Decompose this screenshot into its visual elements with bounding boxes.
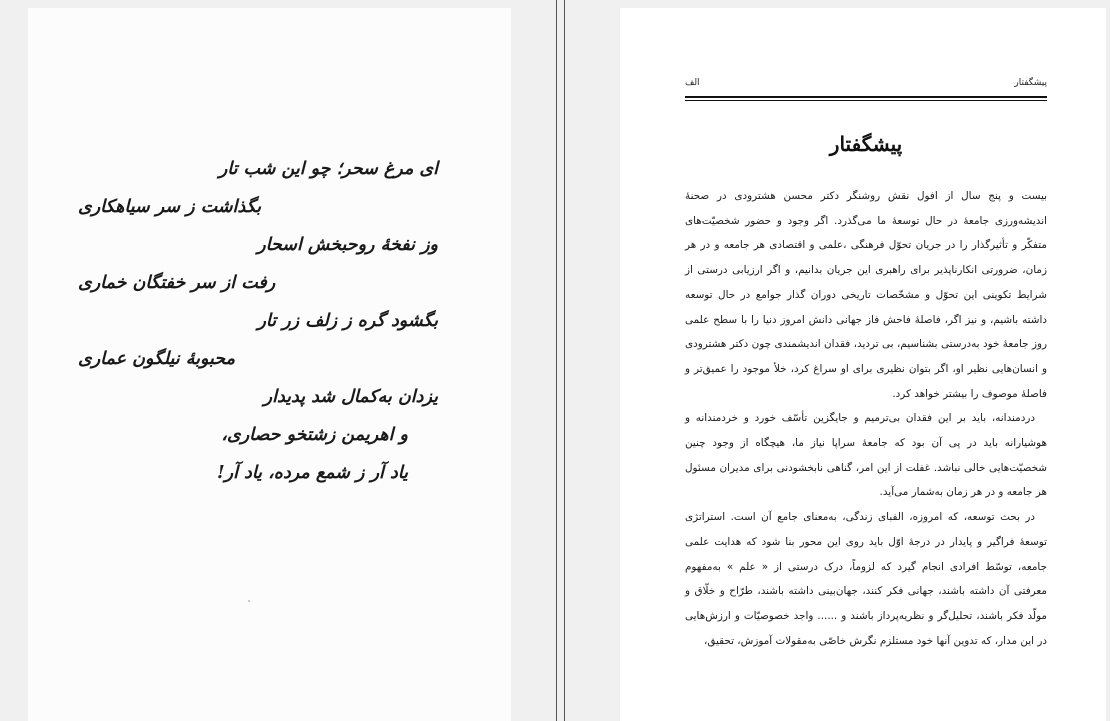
page-number: الف	[685, 78, 700, 88]
chapter-title: پیشگفتار	[829, 132, 903, 156]
paper-speck	[248, 600, 250, 602]
body-text	[685, 184, 1047, 653]
page-divider	[564, 0, 565, 721]
page-divider	[556, 0, 557, 721]
right-page	[620, 8, 1106, 721]
poem-line: یاد آر ز شمع مرده، یاد آر!	[216, 463, 408, 483]
header-rule	[685, 96, 1047, 98]
paragraph: بیست و پنج سال از افول نقش روشنگر دکتر محسن هشترودی در صحنهٔ اندیشه‌ورزی جامعهٔ در حال توسعهٔ ما می‌گذرد. اگر وجود و حضور شخصیّت‌های متفکّر و تأثیرگذار را در جریان تحوّل فرهنگی ،علمی و اقتصادی هر جامعه و در هر زمان، ضرورتی انکارناپذیر برای راهبری این جریان بدانیم، و اگر ارزیابی درستی از شرایط تکوینی این تحوّل و مشخّصات تاریخی دوران گذار جوامع در حال توسعه داشته باشیم، و نیز اگر، فاصلهٔ فاحش فاز جهانی دانش امروز دنیا را با سطح علمی روز جامعهٔ خود به‌درستی بشناسیم، بی تردید، فقدان اندیشمندی چون دکتر هشترودی و انسان‌هایی نظیر او، اگر بتوان نظیری برای او سراغ کرد، خلأ موجود را عمیق‌تر و فاصلهٔ موصوف را بیشتر خواهد کرد.	[685, 190, 1047, 400]
poem-line: و اهریمن زشتخو حصاری،	[221, 425, 408, 445]
poem-line: وز نفخهٔ روحبخش اسحار	[257, 235, 438, 255]
poem-line: یزدان به‌کمال شد پدیدار	[263, 387, 438, 407]
poem-line: ای مرغ سحر؛ چو این شب تار	[218, 159, 438, 179]
poem-line: بگذاشت ز سر سیاهکاری	[78, 197, 262, 217]
paragraph: دردمندانه، باید بر این فقدان بی‌ترمیم و جایگزین تأسّف خورد و خردمندانه و هوشیارانه باید در پی آن بود که جامعهٔ سراپا نیاز ما، هیچگاه از وجود چنین شخصیّت‌هایی خالی نباشد. غفلت از این امر، گناهی نابخشودنی برای مدیران مسئول هر جامعه و در هر زمان به‌شمار می‌آید.	[685, 412, 1047, 499]
running-head-title: پیشگفتار	[1014, 78, 1047, 88]
header-rule-thin	[685, 100, 1047, 101]
poem-line: محبوبهٔ نیلگون عماری	[78, 349, 235, 369]
running-head	[685, 76, 1047, 98]
poem	[78, 150, 438, 492]
poem-line: رفت از سر خفتگان خماری	[78, 273, 276, 293]
poem-line: بگشود گره ز زلف زر تار	[257, 311, 438, 331]
paragraph: در بحث توسعه، که امروزه، الفبای زندگی، به‌معنای جامع آن است. استراتژی توسعهٔ فراگیر و پایدار در درجهٔ اوّل باید روی این محور بنا شود که هدایت علمی جامعه، توسّط افرادی انجام گیرد که لزوماً، درک درستی از « علم » به‌مفهوم معرفتی آن داشته باشند، جهانی فکر کنند، جهان‌بینی داشته باشند، طرّاح و خلّاق و مولّد فکر باشند، تحلیل‌گر و نظریه‌پرداز باشند و ...... واجد خصوصیّات و ارزش‌هایی در این مدار، که تدوین آنها خود مستلزم نگرش خاصّی به‌مقولات آموزش، تحقیق،	[685, 511, 1047, 647]
left-page	[28, 8, 511, 721]
